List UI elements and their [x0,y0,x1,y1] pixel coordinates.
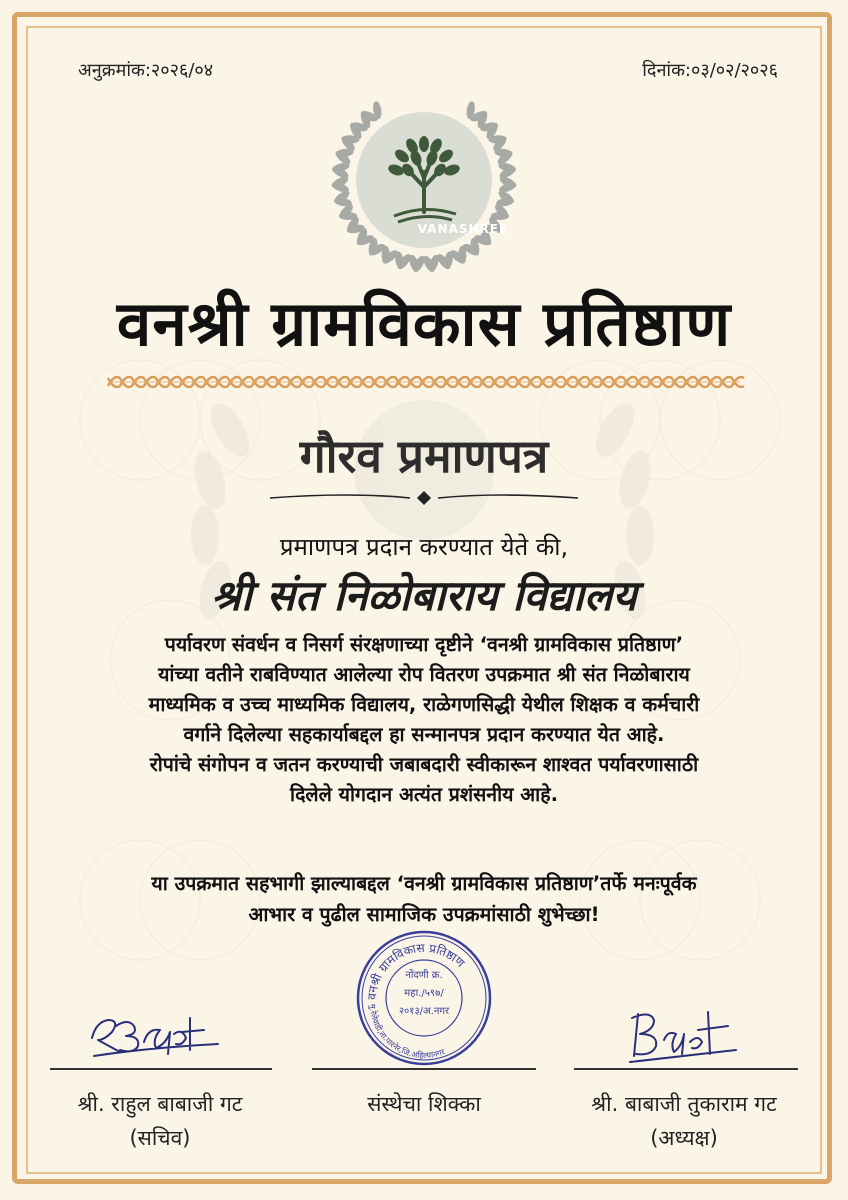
seal-label: संस्थेचा शिक्का [367,1092,481,1116]
organization-name: वनश्री ग्रामविकास प्रतिष्ठाण [116,287,732,360]
recipient-name: श्री संत निळोबाराय विद्यालय [211,571,637,620]
president-signature [624,1004,744,1068]
president-name: श्री. बाबाजी तुकाराम गट [591,1092,777,1116]
body-line: रोपांचे संगोपन व जतन करण्याची जबाबदारी स्वीकारून शाश्वत पर्यावरणासाठी [149,753,699,776]
seal-line: २०१३/अ.नगर [398,1006,450,1017]
intro-line: प्रमाणपत्र प्रदान करण्यात येते की, [279,533,569,561]
reference-number: अनुक्रमांक:२०२६/०४ [78,60,214,81]
secretary-signature [86,1004,226,1064]
seal-signature-line [312,1068,536,1070]
body-line: यांच्या वतीने राबविण्यात आलेल्या रोप वितरण उपक्रमात श्री संत निळोबाराय [158,663,690,686]
certificate-date: दिनांक:०३/०२/२०२६ [642,60,778,81]
body-line: पर्यावरण संवर्धन व निसर्ग संरक्षणाच्या दृष्टीने ‘वनश्री ग्रामविकास प्रतिष्ठाण’ [164,633,684,656]
president-signature-line [574,1068,798,1070]
seal-ring-text: वनश्री ग्रामविकास प्रतिष्ठाण [364,940,468,1001]
secretary-signature-line [50,1068,272,1070]
seal-address-text: मु.रेलेवाडी,ता.पारनेर,जि.अहिल्यानगर [367,1003,447,1061]
seal-line: नोंदणी क्र. [405,970,443,981]
seal-line: महा./५९७/ [404,988,444,999]
body-line: वर्गाने दिलेल्या सहकार्याबद्दल हा सन्मानपत्र प्रदान करण्यात येत आहे. [183,723,665,746]
closing-line: या उपक्रमात सहभागी झाल्याबद्दल ‘वनश्री ग्रामविकास प्रतिष्ठाण’तर्फे मनःपूर्वक [151,872,697,895]
logo-brand-text: VANASHREE [417,222,509,236]
closing-line: आभार व पुढील सामाजिक उपक्रमांसाठी शुभेच्छा! [248,903,600,926]
secretary-role: (सचिव) [129,1126,191,1150]
title-flourish [270,488,578,508]
logo-emblem [356,112,509,248]
certificate-title: गौरव प्रमाणपत्र [299,429,549,483]
closing-message [70,868,778,930]
certificate-body [70,630,778,810]
organization-logo [317,88,531,274]
president-role: (अध्यक्ष) [650,1126,718,1150]
secretary-name: श्री. राहुल बाबाजी गट [77,1092,243,1116]
organization-seal [354,928,494,1068]
body-line: दिलेले योगदान अत्यंत प्रशंसनीय आहे. [290,783,558,806]
rope-divider [108,372,740,392]
body-line: माध्यमिक व उच्च माध्यमिक विद्यालय, राळेगणसिद्धी येथील शिक्षक व कर्मचारी [148,693,700,716]
